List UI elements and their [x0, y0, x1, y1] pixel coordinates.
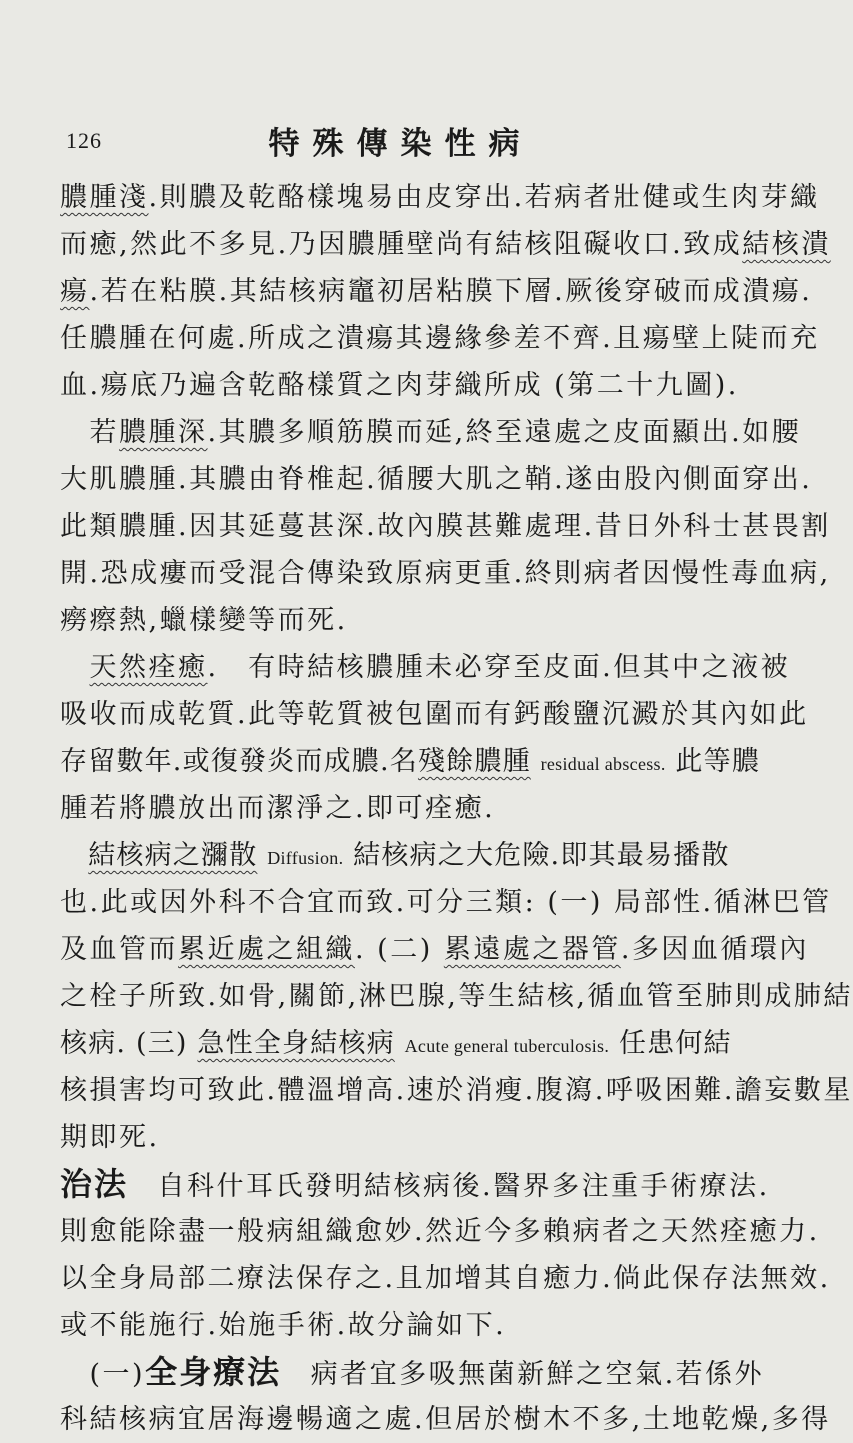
emphasized-term: 急性全身結核病: [197, 1028, 395, 1059]
text-line: [60, 221, 831, 268]
text-segment: . 有時結核膿腫未必穿至皮面.但其中之液被: [207, 652, 791, 683]
text-segment: 任患何結: [609, 1028, 732, 1059]
text-segment: . (二): [355, 934, 444, 965]
text-line: [60, 1208, 820, 1255]
emphasized-term: 膿腫淺: [60, 182, 149, 213]
page-number: 126: [66, 128, 102, 153]
text-line: [60, 1067, 853, 1114]
text-segment: 自科什耳氏發明結核病後.醫界多注重手術療法.: [128, 1171, 770, 1202]
text-line: [60, 409, 802, 456]
text-segment: [395, 1028, 405, 1059]
text-line: [60, 879, 832, 926]
text-line: [60, 315, 820, 362]
text-segment: 腫若將膿放出而潔淨之.即可痊癒.: [60, 793, 496, 824]
page-header: [0, 118, 801, 168]
text-segment: 此等膿: [665, 746, 761, 777]
text-segment: [60, 840, 88, 871]
emphasized-term: 累近處之組織: [178, 934, 355, 965]
text-segment: 以全身局部二療法保存之.且加增其自癒力.倘此保存法無效.: [60, 1263, 831, 1294]
emphasized-term: 結核潰: [742, 229, 831, 260]
text-line: [60, 268, 813, 315]
text-segment: 則愈能除盡一般病組織愈妙.然近今多賴病者之天然痊癒力.: [60, 1216, 820, 1247]
text-segment: 癆瘵熱,蠟樣變等而死.: [60, 605, 348, 636]
text-line: [60, 1302, 760, 1349]
text-line: [60, 832, 760, 879]
text-line: [60, 503, 831, 550]
text-segment: 此類膿腫.因其延蔓甚深.故內膜甚難處理.昔日外科士甚畏割: [60, 511, 831, 542]
text-segment: 及血管而: [60, 934, 178, 965]
text-segment: 核病. (三): [60, 1028, 198, 1059]
running-title: 特殊傳染性病: [268, 126, 533, 162]
text-line: [60, 1255, 831, 1302]
latin-term: Acute general tuberculosis.: [404, 1036, 610, 1056]
text-segment: 或不能施行.始施手術.故分論如下.: [60, 1310, 507, 1341]
text-line: [60, 550, 831, 597]
text-line: [60, 926, 809, 973]
text-segment: 若: [60, 417, 119, 448]
text-line: [60, 691, 809, 738]
text-segment: 核損害均可致此.體溫增高.速於消瘦.腹瀉.呼吸困難.譫妄數星: [60, 1075, 853, 1106]
text-line: [60, 456, 813, 503]
text-segment: .則膿及乾酪樣塊易由皮穿出.若病者壯健或生肉芽織: [148, 182, 820, 213]
text-line: [60, 738, 760, 785]
text-segment: 大肌膿腫.其膿由脊椎起.循腰大肌之鞘.遂由股內側面穿出.: [60, 464, 813, 495]
text-segment: 吸收而成乾質.此等乾質被包圍而有鈣酸鹽沉澱於其內如此: [60, 699, 809, 730]
text-segment: 也.此或因外科不合宜而致.可分三類: (一) 局部性.循淋巴管: [60, 887, 832, 918]
text-segment: 開.恐成瘻而受混合傳染致原病更重.終則病者因慢性毒血病,: [60, 558, 831, 589]
text-line: [60, 1020, 760, 1067]
text-segment: 科結核病宜居海邊暢適之處.但居於樹木不多,土地乾燥,多得: [60, 1404, 831, 1435]
text-segment: .若在粘膜.其結核病竈初居粘膜下層.厥後穿破而成潰瘍.: [89, 276, 813, 307]
text-segment: 結核病之大危險.即其最易播散: [343, 840, 730, 871]
text-line: [60, 1114, 760, 1161]
emphasized-term: 天然痊癒: [89, 652, 208, 683]
text-segment: [531, 746, 541, 777]
text-segment: (一): [60, 1359, 146, 1390]
text-segment: 期即死.: [60, 1122, 160, 1153]
latin-term: residual abscess.: [540, 754, 666, 774]
emphasized-term: 結核病之瀰散: [88, 840, 258, 871]
text-line: [60, 1396, 831, 1443]
latin-term: Diffusion.: [267, 848, 344, 868]
text-segment: 任膿腫在何處.所成之潰瘍其邊緣參差不齊.且瘍壁上陡而充: [60, 323, 820, 354]
text-line: [60, 1161, 770, 1208]
text-line: [60, 785, 760, 832]
text-segment: 存留數年.或復發炎而成膿.名: [60, 746, 418, 777]
text-segment: .多因血循環內: [620, 934, 809, 965]
emphasized-term: 累遠處之器管: [443, 934, 621, 965]
text-segment: [60, 652, 90, 683]
emphasized-term: 殘餘膿腫: [417, 746, 531, 777]
text-segment: 血.瘍底乃遍含乾酪樣質之肉芽織所成 (第二十九圖).: [60, 370, 739, 401]
section-heading: 治法: [60, 1165, 129, 1203]
text-segment: 之栓子所致.如骨,關節,淋巴腺,等生結核,循血管至肺則成肺結: [60, 981, 853, 1012]
text-segment: 而癒,然此不多見.乃因膿腫壁尚有結核阻礙收口.致成: [60, 229, 743, 260]
text-line: [60, 1349, 765, 1396]
body-text: [60, 174, 853, 1443]
text-line: [60, 174, 820, 221]
text-line: [60, 644, 791, 691]
text-segment: [257, 840, 267, 871]
text-segment: .其膿多順筋膜而延,終至遠處之皮面顯出.如腰: [207, 417, 802, 448]
text-line: [60, 973, 853, 1020]
text-segment: 病者宜多吸無菌新鮮之空氣.若係外: [281, 1359, 765, 1390]
emphasized-term: 瘍: [60, 276, 90, 307]
text-line: [60, 597, 760, 644]
text-line: [60, 362, 760, 409]
section-heading: 全身療法: [145, 1353, 282, 1391]
emphasized-term: 膿腫深: [119, 417, 208, 448]
